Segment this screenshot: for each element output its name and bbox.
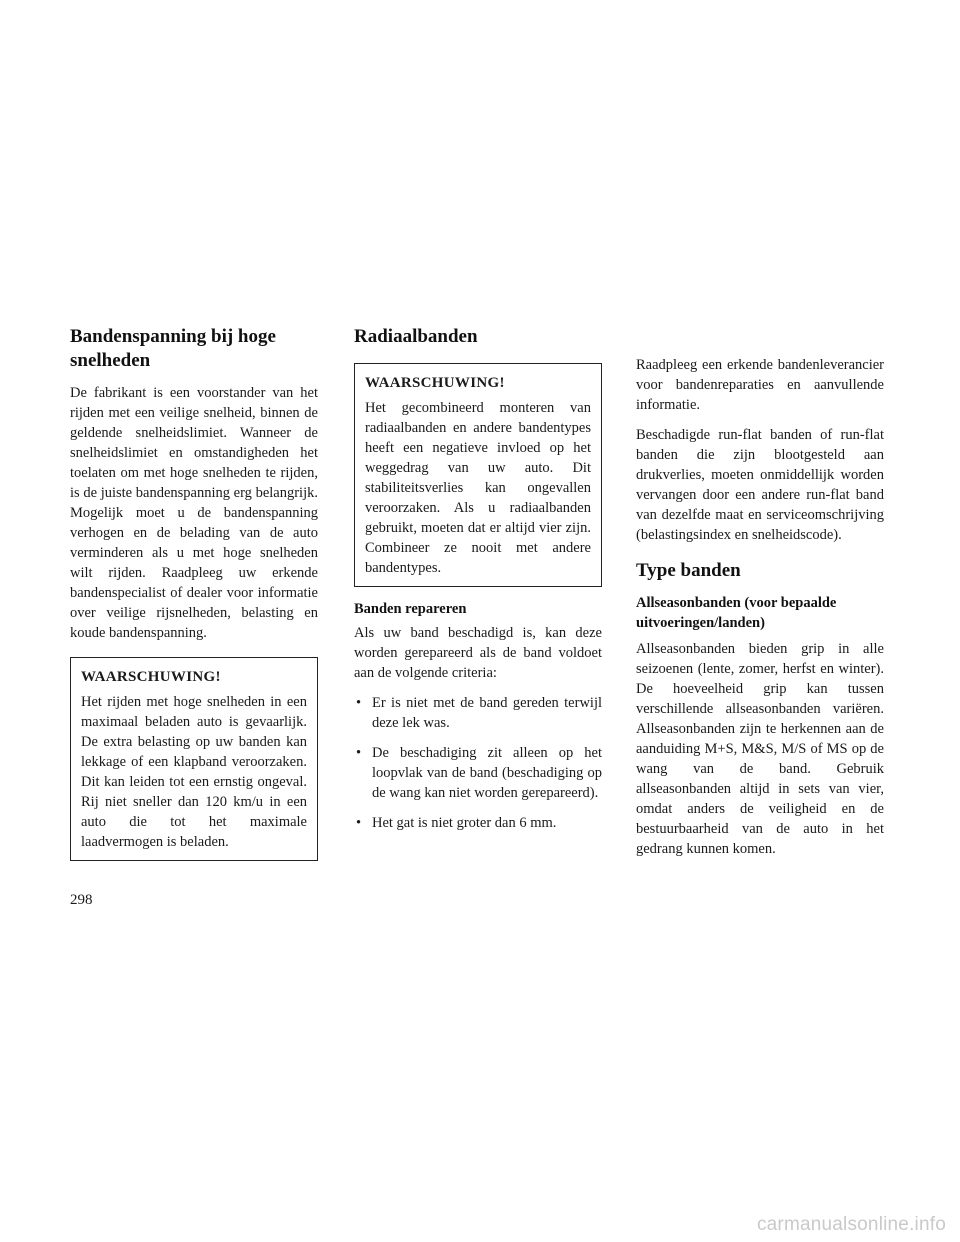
warning-text: Het rijden met hoge snelheden in een maximaal beladen auto is gevaarlijk. De extra belasting op uw banden kan lekkage of een klapband veroorzaken. Dit kan leiden tot een ernstig ongeval. Rij niet sneller dan 120 km/u in een auto die tot het maximale laadvermogen is beladen. bbox=[81, 694, 307, 850]
section-heading-tire-types: Type banden bbox=[636, 560, 741, 581]
section-heading-radial-tires: Radiaalbanden bbox=[354, 326, 478, 347]
page-number: 298 bbox=[70, 892, 93, 908]
paragraph-consult-supplier: Raadpleeg een erkende bandenleverancier voor bandenreparaties en aanvullende informatie. bbox=[636, 357, 884, 413]
list-item: • Het gat is niet groter dan 6 mm. bbox=[354, 813, 602, 833]
paragraph-all-season: Allseasonbanden bieden grip in alle seizoenen (lente, zomer, herfst en winter). De hoeveelheid grip kan tussen verschillende allseasonbanden variëren. Allseasonbanden zijn te herkennen aan de aanduiding M+S, M&S, M/S of MS op de wang van de band. Gebruik allseasonbanden altijd in sets van vier, omdat anders de veiligheid en de bestuurbaarheid van de auto in het gedrang kunnen komen. bbox=[636, 641, 884, 857]
paragraph-run-flat: Beschadigde run-flat banden of run-flat banden die zijn blootgesteld aan drukverlies, moeten onmiddellijk worden vervangen door een andere run-flat band van dezelfde maat en serviceomschrijving (belastingsindex en snelheidscode). bbox=[636, 427, 884, 543]
warning-text: Het gecombineerd monteren van radiaalbanden en andere bandentypes heeft een negatieve invloed op het weggedrag van uw auto. Dit stabiliteitsverlies kan ongevallen veroorzaken. Als u radiaalbanden gebruikt, moeten dat er altijd vier zijn. Combineer ze nooit met andere bandentypes. bbox=[365, 400, 591, 576]
column-right bbox=[636, 355, 884, 869]
paragraph-repair-criteria: Als uw band beschadigd is, kan deze worden gerepareerd als de band voldoet aan de volgende criteria: bbox=[354, 625, 602, 681]
column-left bbox=[70, 325, 318, 873]
warning-title: WAARSCHUWING! bbox=[81, 669, 221, 685]
watermark: carmanualsonline.info bbox=[756, 1214, 946, 1235]
warning-box-radial bbox=[354, 363, 602, 587]
paragraph-high-speed: De fabrikant is een voorstander van het rijden met een veilige snelheid, binnen de geldende snelheidslimiet. Wanneer de snelheidslimiet en omstandigheden het toelaten om met hoge snelheden te rijden, is de juiste bandenspanning erg belangrijk. Mogelijk moet u de bandenspanning verhogen en de belading van de auto verminderen als u met hoge snelheden wilt rijden. Raadpleeg uw erkende bandenspecialist of dealer voor informatie over veilige rijsnelheden, belasting en koude bandenspanning. bbox=[70, 385, 318, 641]
subheading-all-season: Allseasonbanden (voor bepaalde uitvoeringen/landen) bbox=[636, 595, 837, 631]
list-item: • De beschadiging zit alleen op het loopvlak van de band (beschadiging op de wang kan niet worden gerepareerd). bbox=[354, 743, 602, 803]
column-middle bbox=[354, 325, 602, 843]
list-item: • Er is niet met de band gereden terwijl deze lek was. bbox=[354, 693, 602, 733]
warning-box-high-speed bbox=[70, 657, 318, 861]
section-heading-high-speed-pressure: Bandenspanning bij hoge snelheden bbox=[70, 326, 276, 371]
repair-criteria-list bbox=[354, 693, 602, 833]
subheading-tire-repair: Banden repareren bbox=[354, 601, 467, 617]
warning-title: WAARSCHUWING! bbox=[365, 375, 505, 391]
